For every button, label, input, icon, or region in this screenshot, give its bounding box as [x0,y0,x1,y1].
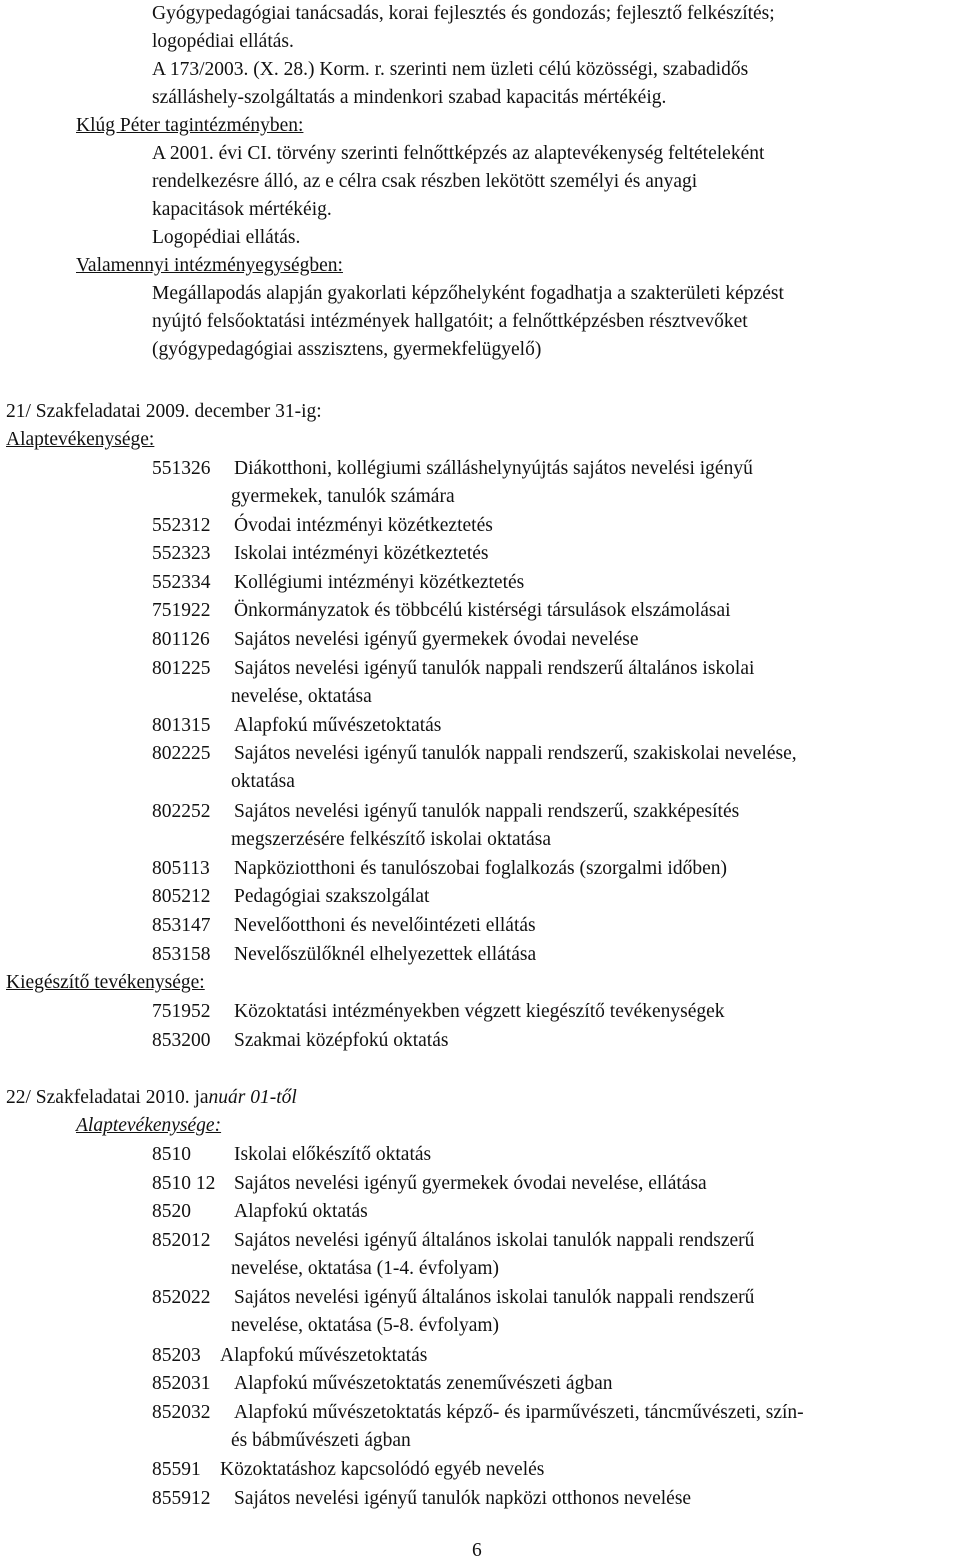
text-line [152,140,764,168]
underlined-label: Klúg Péter tagintézményben: [76,115,304,136]
activity-code: 805212 [152,886,211,907]
text-line [152,84,666,112]
activity-item [152,1370,612,1398]
activity-text: Kollégiumi intézményi közétkeztetés [234,572,525,593]
activity-text: Közoktatási intézményekben végzett kiegészítő tevékenységek [234,1001,725,1022]
text-line [152,0,775,28]
activity-item-continued [231,683,372,711]
activity-code: 801315 [152,715,211,736]
line-text: Megállapodás alapján gyakorlati képzőhelyként fogadhatja a szakterületi képzést [152,283,784,304]
activity-text: Napköziotthoni és tanulószobai foglalkozás (szorgalmi időben) [234,858,727,879]
activity-text: és bábművészeti ágban [231,1430,411,1451]
section-heading [6,1084,297,1112]
section-label [6,426,154,454]
line-text: A 173/2003. (X. 28.) Korm. r. szerinti nem üzleti célú közösségi, szabadidős [152,59,749,80]
activity-code: 85203 [152,1345,201,1366]
activity-item-continued [231,1312,499,1340]
activity-code: 8520 [152,1201,191,1222]
activity-item [152,855,727,883]
activity-text: Sajátos nevelési igényű tanulók nappali rendszerű, szakképesítés [234,801,740,822]
activity-text: Sajátos nevelési igényű tanulók nappali rendszerű általános iskolai [234,658,755,679]
activity-code: 855912 [152,1488,211,1509]
line-text: nyújtó felsőoktatási intézmények hallgatóit; a felnőttképzésben résztvevőket [152,311,748,332]
activity-item-continued [231,1427,411,1455]
text-line [152,196,332,224]
activity-text: nevelése, oktatása (1-4. évfolyam) [231,1258,500,1279]
line-text: A 2001. évi CI. törvény szerinti felnőttképzés az alaptevékenység feltételeként [152,143,765,164]
activity-item [152,798,739,826]
page-number: 6 [472,1540,482,1561]
activity-item [152,626,639,654]
underlined-label: Alaptevékenysége: [76,1115,222,1136]
section-label [76,112,303,140]
activity-text: nevelése, oktatása (5-8. évfolyam) [231,1315,500,1336]
line-text: (gyógypedagógiai asszisztens, gyermekfelügyelő) [152,339,542,360]
text-line [152,308,748,336]
line-text: logopédiai ellátás. [152,31,294,52]
line-text: szálláshely-szolgáltatás a mindenkori szabad kapacitás mértékéig. [152,87,667,108]
line-text: Gyógypedagógiai tanácsadás, korai fejlesztés és gondozás; fejlesztő felkészítés; [152,3,775,24]
activity-text: Óvodai intézményi közétkeztetés [234,515,493,536]
activity-item [152,655,754,683]
line-text: rendelkezésre álló, az e célra csak részben lekötött személyi és anyagi [152,171,698,192]
activity-item [152,1485,691,1513]
section-label [76,252,343,280]
activity-item [152,1399,804,1427]
activity-code: 552312 [152,515,211,536]
activity-item [152,712,441,740]
activity-item [152,597,731,625]
text-line [152,336,541,364]
activity-item [152,883,429,911]
section-label [6,969,205,997]
activity-item [152,512,493,540]
activity-code: 801126 [152,629,210,650]
activity-code: 751952 [152,1001,211,1022]
activity-text: Alapfokú művészetoktatás [220,1345,428,1366]
activity-item-continued [231,768,295,796]
activity-text: Alapfokú művészetoktatás [234,715,442,736]
activity-code: 852012 [152,1230,211,1251]
activity-code: 853158 [152,944,211,965]
activity-code: 802225 [152,743,211,764]
line-text: Logopédiai ellátás. [152,227,301,248]
activity-text: Alapfokú oktatás [234,1201,368,1222]
activity-code: 852031 [152,1373,211,1394]
activity-text: Alapfokú művészetoktatás képző- és iparművészeti, táncművészeti, szín- [234,1402,804,1423]
activity-code: 552334 [152,572,211,593]
activity-code: 853147 [152,915,211,936]
activity-code: 552323 [152,543,211,564]
underlined-label: Alaptevékenysége: [6,429,155,450]
activity-item [152,998,725,1026]
activity-text: Pedagógiai szakszolgálat [234,886,430,907]
activity-text: Közoktatáshoz kapcsolódó egyéb nevelés [220,1459,545,1480]
section-label [76,1112,221,1140]
line-text: kapacitások mértékéig. [152,199,332,220]
activity-text: Sajátos nevelési igényű tanulók nappali rendszerű, szakiskolai nevelése, [234,743,797,764]
section-heading [6,398,322,426]
activity-text: Önkormányzatok és többcélú kistérségi társulások elszámolásai [234,600,731,621]
activity-item [152,1456,544,1484]
activity-code: 852032 [152,1402,211,1423]
activity-item-continued [231,826,551,854]
activity-text: gyermekek, tanulók számára [231,486,455,507]
text-line [152,224,300,252]
activity-item [152,1027,448,1055]
heading-text-italic: nuár 01-től [208,1087,297,1108]
activity-code: 805113 [152,858,210,879]
activity-text: Iskolai előkészítő oktatás [234,1144,432,1165]
activity-text: Iskolai intézményi közétkeztetés [234,543,489,564]
heading-text: 22/ Szakfeladatai 2010. ja [6,1087,209,1108]
activity-item [152,1141,431,1169]
activity-code: 751922 [152,600,211,621]
activity-item [152,740,797,768]
activity-item-continued [231,483,455,511]
activity-item [152,1227,754,1255]
activity-item [152,455,753,483]
activity-item-continued [231,1255,499,1283]
activity-item [152,912,536,940]
activity-item [152,1170,707,1198]
activity-code: 8510 [152,1144,191,1165]
text-line [152,168,697,196]
text-line [152,28,294,56]
heading-text: 21/ Szakfeladatai 2009. december 31-ig: [6,401,322,422]
activity-text: Sajátos nevelési igényű általános iskolai tanulók nappali rendszerű [234,1287,755,1308]
activity-text: Szakmai középfokú oktatás [234,1030,449,1051]
activity-code: 852022 [152,1287,211,1308]
activity-text: megszerzésére felkészítő iskolai oktatása [231,829,551,850]
underlined-label: Kiegészítő tevékenysége: [6,972,205,993]
activity-item [152,1198,368,1226]
activity-text: oktatása [231,771,295,792]
activity-code: 8510 12 [152,1173,216,1194]
text-line [152,56,748,84]
activity-item [152,941,536,969]
activity-text: Sajátos nevelési igényű gyermekek óvodai nevelése [234,629,639,650]
activity-item [152,569,524,597]
activity-code: 801225 [152,658,211,679]
activity-text: Sajátos nevelési igényű gyermekek óvodai nevelése, ellátása [234,1173,707,1194]
activity-text: Diákotthoni, kollégiumi szálláshelynyújtás sajátos nevelési igényű [234,458,753,479]
activity-text: Nevelőotthoni és nevelőintézeti ellátás [234,915,536,936]
activity-item [152,1284,754,1312]
activity-text: Alapfokú művészetoktatás zeneművészeti ágban [234,1373,613,1394]
activity-item [152,1342,427,1370]
activity-text: nevelése, oktatása [231,686,372,707]
activity-code: 853200 [152,1030,211,1051]
activity-code: 551326 [152,458,211,479]
activity-code: 802252 [152,801,211,822]
activity-text: Sajátos nevelési igényű tanulók napközi otthonos nevelése [234,1488,692,1509]
activity-text: Nevelőszülőknél elhelyezettek ellátása [234,944,537,965]
text-line [152,280,784,308]
underlined-label: Valamennyi intézményegységben: [76,255,343,276]
activity-code: 85591 [152,1459,201,1480]
activity-item [152,540,488,568]
activity-text: Sajátos nevelési igényű általános iskolai tanulók nappali rendszerű [234,1230,755,1251]
